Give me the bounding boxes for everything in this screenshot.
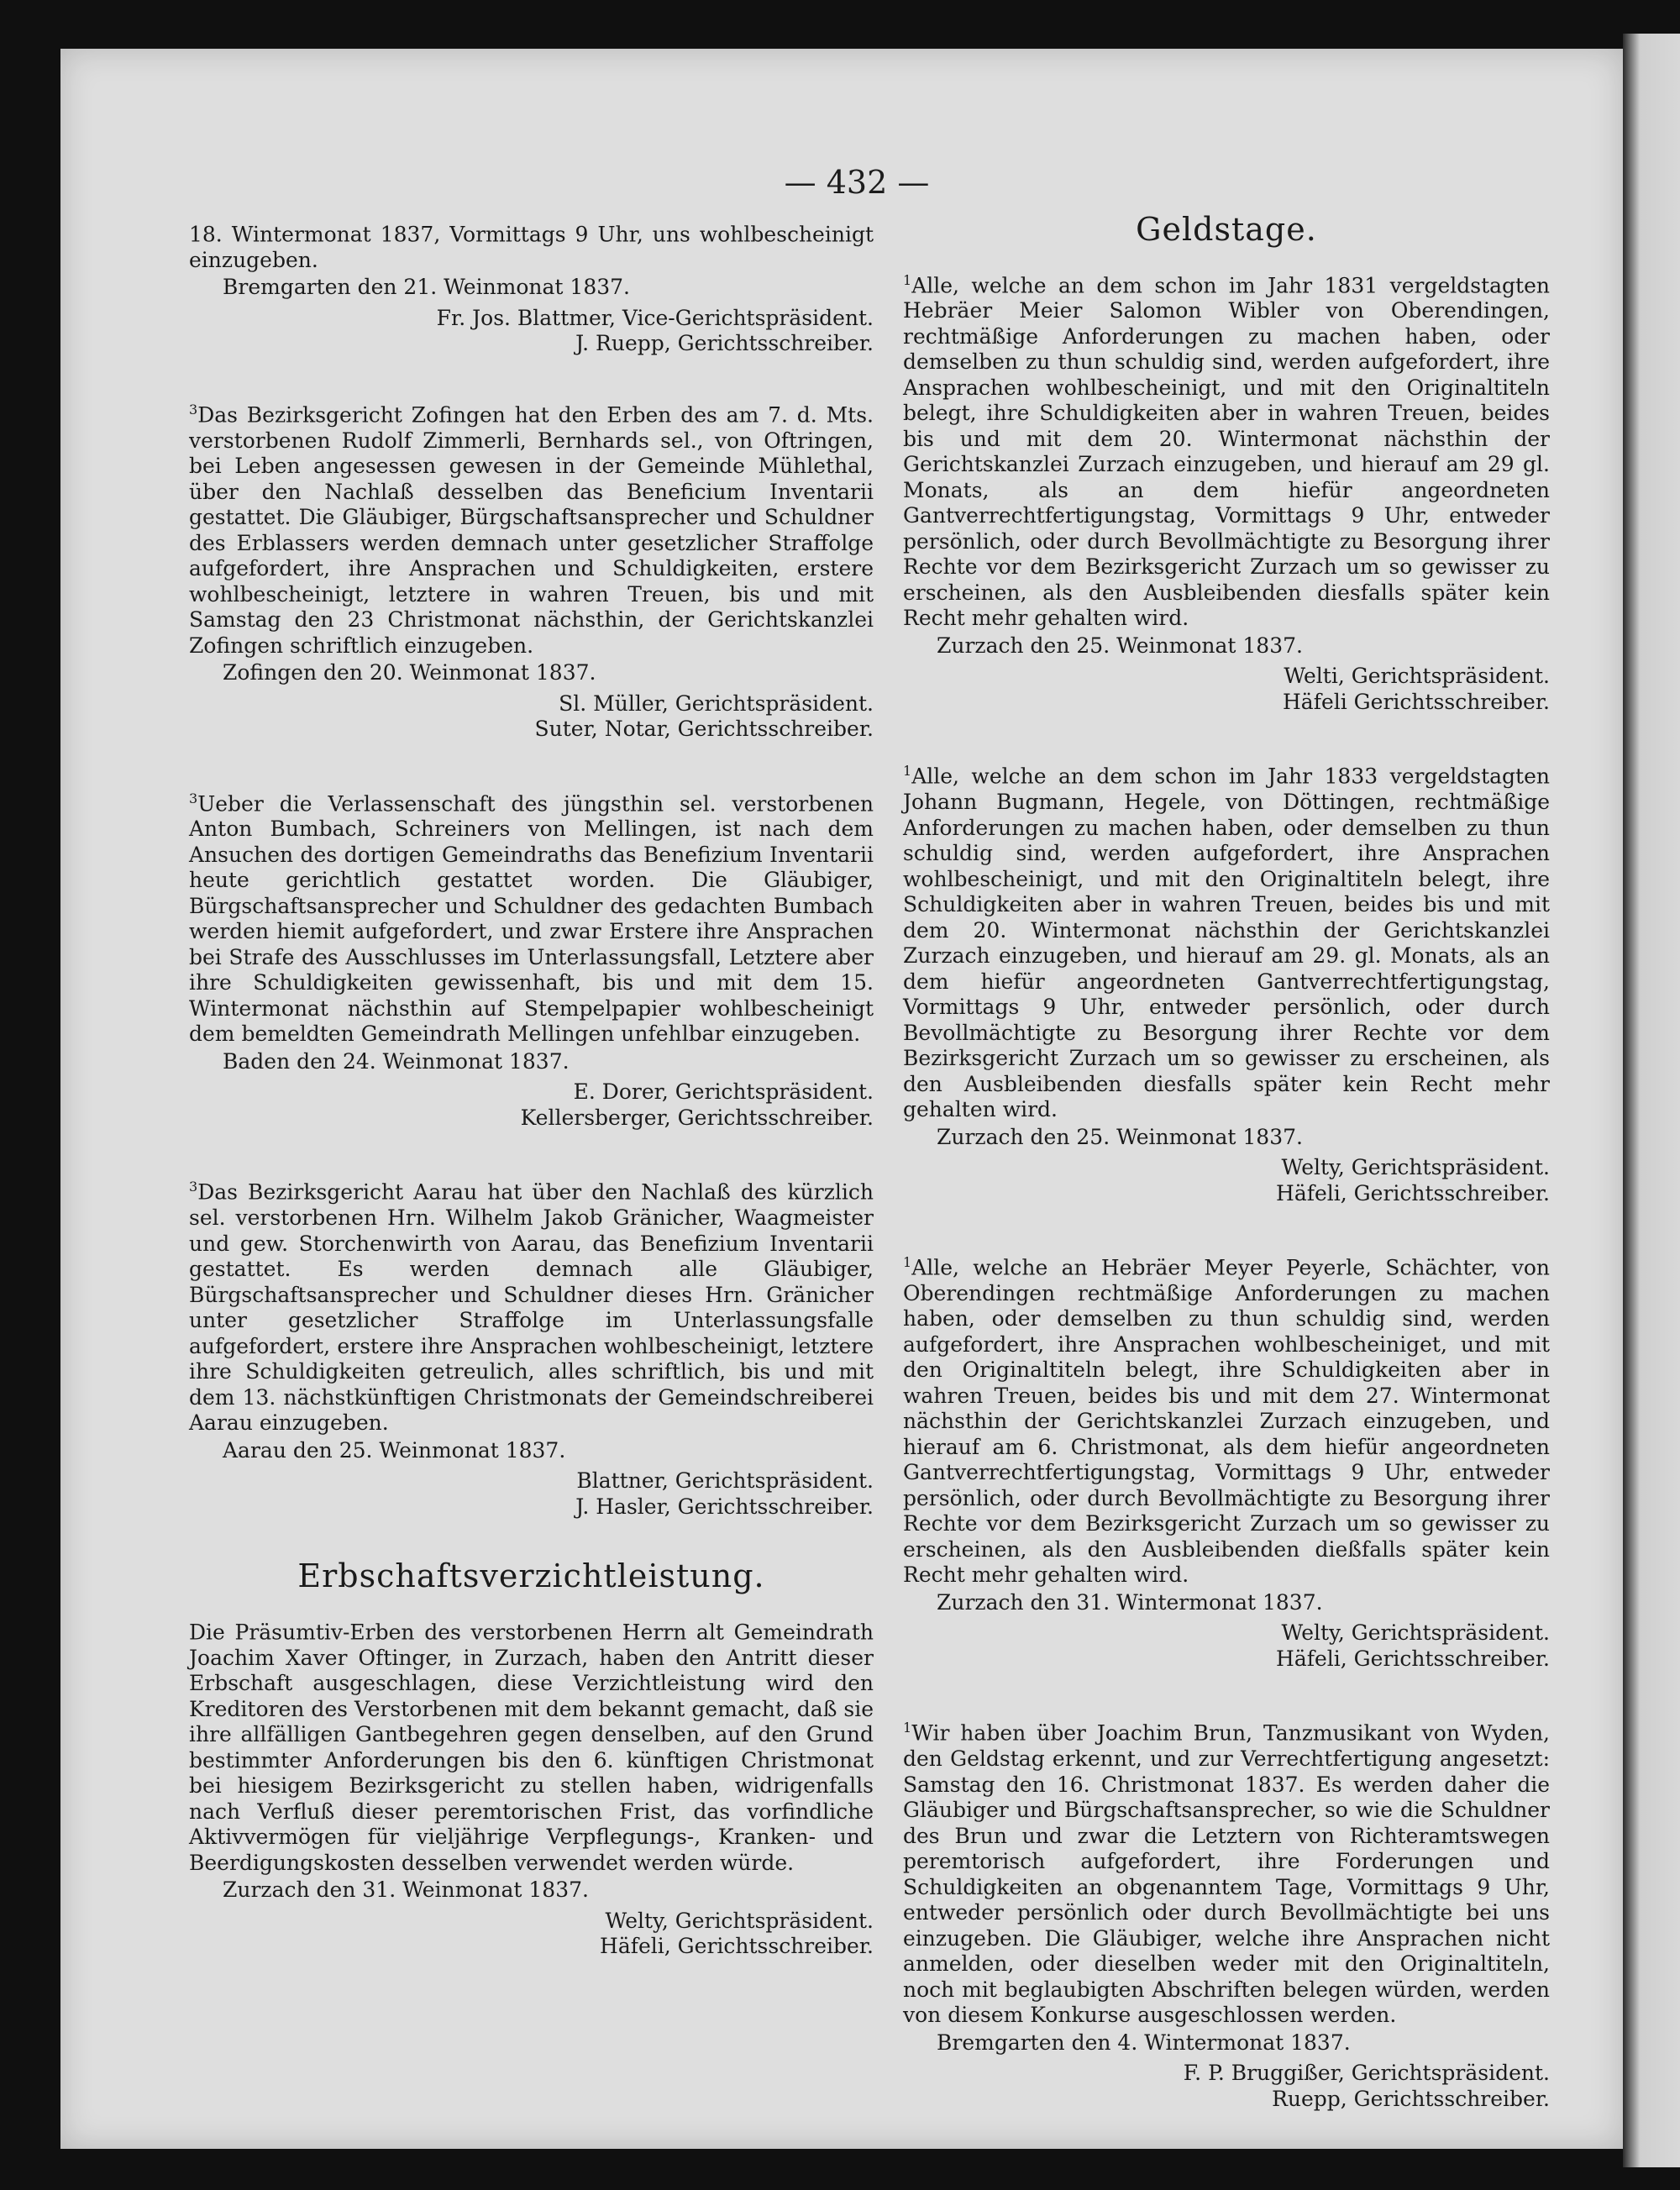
notice-marker: 3 — [189, 790, 198, 806]
notice-signature: F. P. Bruggißer, Gerichtspräsident. — [1183, 2061, 1550, 2086]
notice-signature: Ruepp, Gerichtsschreiber. — [1272, 2086, 1550, 2111]
adjacent-page-edge — [1623, 34, 1680, 2167]
notice-signature: Kellersberger, Gerichtsschreiber. — [520, 1105, 874, 1130]
notice-marker: 1 — [903, 1720, 912, 1736]
notice-body: Ueber die Verlassenschaft des jüngsthin sel. verstorbenen Anton Bumbach, Schreiners von Mellingen, ist nach dem Ansuchen des dortigen Gemeindraths das Benefizium Inventarii heute gerichtlich gestattet worden. Die Gläubiger, Bürgschaftsansprecher und Schuldner des gedachten Bumbach werden hiemit aufgefordert, und zwar Erstere ihre Ansprachen bei Strafe des Ausschlusses im Unterlassungsfall, Letztere aber ihre Schuldigkeiten gewissenhaft, bis und mit dem 15. Wintermonat nächsthin auf Stempelpapier wohlbescheinigt dem bemeldten Gemeindrath Mellingen unfehlbar einzugeben. — [189, 790, 874, 1047]
notice-signature: Blattner, Gerichtspräsident. — [576, 1468, 874, 1494]
notice-place-date: Zurzach den 31. Wintermonat 1837. — [937, 1589, 1323, 1615]
notice-body: Wir haben über Joachim Brun, Tanzmusikant von Wyden, den Geldstag erkennt, und zur Verrechtfertigung angesetzt: Samstag den 16. Christmonat 1837. Es werden daher die Gläubiger und Bürgschaftsansprecher, so wie die Schuldner des Brun und zwar die Letztern von Richteramtswegen peremtorisch aufgefordert, ihre Forderungen und Schuldigkeiten an obgenanntem Tage, Vormittags 9 Uhr, entweder persönlich oder durch Bevollmächtigte bei uns einzugeben. Die Gläubiger, welche ihre Ansprachen nicht anmelden, oder dieselben weder mit den Originaltiteln, noch mit beglaubigten Abschriften belegen würden, werden von diesem Konkurse ausgeschlossen werden. — [903, 1720, 1550, 2028]
notice-place-date: Bremgarten den 21. Weinmonat 1837. — [223, 275, 630, 300]
notice — [903, 759, 1550, 1206]
notice-marker: 1 — [903, 271, 912, 288]
notice-body: Die Präsumtiv-Erben des verstorbenen Herrn alt Gemeindrath Joachim Xaver Oftinger, in Zurzach, haben den Antritt dieser Erbschaft ausgeschlagen, diese Verzichtleistung wird den Kreditoren des Verstorbenen mit dem bekannt gemacht, daß sie ihre allfälligen Gantbegehren gegen denselben, auf den Grund bestimmter Anforderungen bis den 6. künftigen Christmonat bei hiesigem Bezirksgericht zu stellen haben, widrigenfalls nach Verfluß dieser peremtorischen Frist, das vorfindliche Aktivvermögen für vieljährige Verpflegungs-, Kranken- und Beerdigungskosten desselben verwendet werden würde. — [189, 1620, 874, 1875]
notice — [189, 217, 874, 357]
notice-signature: Welty, Gerichtspräsident. — [605, 1908, 874, 1933]
section-heading-bankruptcies: Geldstage. — [1136, 211, 1317, 248]
notice-signature: J. Hasler, Gerichtsschreiber. — [575, 1494, 874, 1519]
notice-place-date: Bremgarten den 4. Wintermonat 1837. — [937, 2030, 1351, 2055]
left-column — [189, 217, 874, 2004]
notice-marker: 3 — [189, 401, 198, 418]
notice-place-date: Baden den 24. Weinmonat 1837. — [223, 1048, 570, 1074]
notice — [903, 268, 1550, 716]
notice-body: Das Bezirksgericht Aarau hat über den Nachlaß des kürzlich sel. verstorbenen Hrn. Wilhelm Jakob Gränicher, Waagmeister und gew. Storchenwirth von Aarau, das Benefizium Inventarii gestattet. Es werden demnach alle Gläubiger, Bürgschaftsansprecher und Schuldner dieses Hrn. Gränicher unter gesetzlicher Straffolge im Unterlassungsfalle aufgefordert, erstere ihre Ansprachen wohlbescheinigt, letztere ihre Schuldigkeiten getreulich, alles schriftlich, bis und mit dem 13. nächstkünftigen Christmonats der Gemeindschreiberei Aarau einzugeben. — [189, 1179, 874, 1436]
notice-signature: Welty, Gerichtspräsident. — [1281, 1620, 1550, 1646]
notice-signature: Welty, Gerichtspräsident. — [1281, 1155, 1550, 1180]
notice-signature: E. Dorer, Gerichtspräsident. — [573, 1079, 874, 1105]
notice-place-date: Zofingen den 20. Weinmonat 1837. — [223, 660, 596, 685]
section-heading-inheritance-waiver: Erbschaftsverzichtleistung. — [297, 1557, 765, 1595]
notice — [903, 1250, 1550, 1672]
notice-place-date: Zurzach den 31. Weinmonat 1837. — [223, 1878, 589, 1903]
notice — [189, 1174, 874, 1520]
notice-body: Alle, welche an dem schon im Jahr 1831 vergeldstagten Hebräer Meier Salomon Wibler von Oberendingen, rechtmäßige Anforderungen zu machen haben, oder demselben zu thun schuldig sind, werden aufgefordert, ihre Ansprachen wohlbescheinigt, und mit den Originaltiteln belegt, ihre Schuldigkeiten aber in wahren Treuen, beides bis und mit dem 20. Wintermonat nächsthin der Gerichtskanzlei Zurzach einzugeben, und hierauf am 29 gl. Monats, als an dem hiefür angeordneten Gantverrechtfertigungstag, Vormittags 9 Uhr, entweder persönlich, oder durch Bevollmächtigte zu Besorgung ihrer Rechte vor dem Bezirksgericht Zurzach um so gewisser zu erscheinen, als den Ausbleibenden diesfalls später kein Recht mehr gehalten wird. — [903, 272, 1550, 631]
notice-signature: Welti, Gerichtspräsident. — [1284, 664, 1550, 689]
right-column — [903, 211, 1550, 2156]
notice-signature: Häfeli, Gerichtsschreiber. — [600, 1934, 874, 1959]
notice-place-date: Zurzach den 25. Weinmonat 1837. — [937, 633, 1303, 658]
notice-marker: 1 — [903, 1254, 912, 1271]
notice-signature: J. Ruepp, Gerichtsschreiber. — [575, 331, 874, 356]
notice-place-date: Zurzach den 25. Weinmonat 1837. — [937, 1124, 1303, 1149]
page-number: — 432 — — [784, 164, 930, 201]
notice-signature: Sl. Müller, Gerichtspräsident. — [559, 691, 874, 716]
notice-body: Das Bezirksgericht Zofingen hat den Erben des am 7. d. Mts. verstorbenen Rudolf Zimmerli, Bernhards sel., von Oftringen, bei Leben angesessen gewesen in der Gemeinde Mühlethal, über den Nachlaß desselben das Beneficium Inventarii gestattet. Die Gläubiger, Bürgschaftsansprecher und Schuldner des Erblassers werden demnach unter gesetzlicher Straffolge aufgefordert, ihre Ansprachen und Schuldigkeiten, erstere wohlbescheinigt, letztere in wahren Treuen, bis und mit Samstag den 23 Christmonat nächsthin, der Gerichtskanzlei Zofingen schriftlich einzugeben. — [189, 402, 874, 658]
notice-body: Alle, welche an dem schon im Jahr 1833 vergeldstagten Johann Bugmann, Hegele, von Döttingen, rechtmäßige Anforderungen zu machen haben, oder demselben zu thun schuldig sind, werden aufgefordert, ihre Ansprachen wohlbescheinigt, und mit den Originaltiteln belegt, ihre Schuldigkeiten aber in wahren Treuen, beides bis und mit dem 20. Wintermonat nächsthin der Gerichtskanzlei Zurzach einzugeben, und hierauf am 29. gl. Monats, als an dem hiefür angeordneten Gantverrechtfertigungstag, Vormittags 9 Uhr, entweder persönlich, oder durch Bevollmächtigte zu Besorgung ihrer Rechte vor dem Bezirksgericht Zurzach um so gewisser zu erscheinen, als den Ausbleibenden diesfalls später kein Recht mehr gehalten wird. — [903, 764, 1550, 1122]
notice — [189, 1615, 874, 1960]
notice — [189, 786, 874, 1132]
notice-signature: Suter, Notar, Gerichtsschreiber. — [534, 717, 874, 742]
notice-signature: Häfeli Gerichtsschreiber. — [1282, 689, 1550, 714]
notice-place-date: Aarau den 25. Weinmonat 1837. — [223, 1437, 566, 1463]
notice-signature: Häfeli, Gerichtsschreiber. — [1276, 1180, 1550, 1205]
notice-marker: 3 — [189, 1179, 198, 1195]
notice-marker: 1 — [903, 763, 912, 780]
notice-signature: Fr. Jos. Blattmer, Vice-Gerichtspräsident. — [436, 305, 874, 330]
notice-body: 18. Wintermonat 1837, Vormittags 9 Uhr, uns wohlbescheinigt einzugeben. — [189, 222, 874, 272]
notice-signature: Häfeli, Gerichtsschreiber. — [1276, 1646, 1550, 1671]
notice — [189, 397, 874, 743]
notice — [903, 1715, 1550, 2112]
notice-body: Alle, welche an Hebräer Meyer Peyerle, Schächter, von Oberendingen rechtmäßige Anforderungen zu machen haben, oder demselben zu thun schuldig sind, werden aufgefordert, ihre Ansprachen wohlbescheiniget, und mit den Originaltiteln belegt, ihre Schuldigkeiten aber in wahren Treuen, beides bis und mit dem 27. Wintermonat nächsthin der Gerichtskanzlei Zurzach einzugeben, und hierauf am 6. Christmonat, als dem hiefür angeordneten Gantverrechtfertigungstag, Vormittags 9 Uhr, entweder persönlich, oder durch Bevollmächtigte zu Besorgung ihrer Rechte vor dem Bezirksgericht Zurzach um so gewisser zu erscheinen, als den Ausbleibenden dießfalls später kein Recht mehr gehalten wird. — [903, 1255, 1550, 1588]
